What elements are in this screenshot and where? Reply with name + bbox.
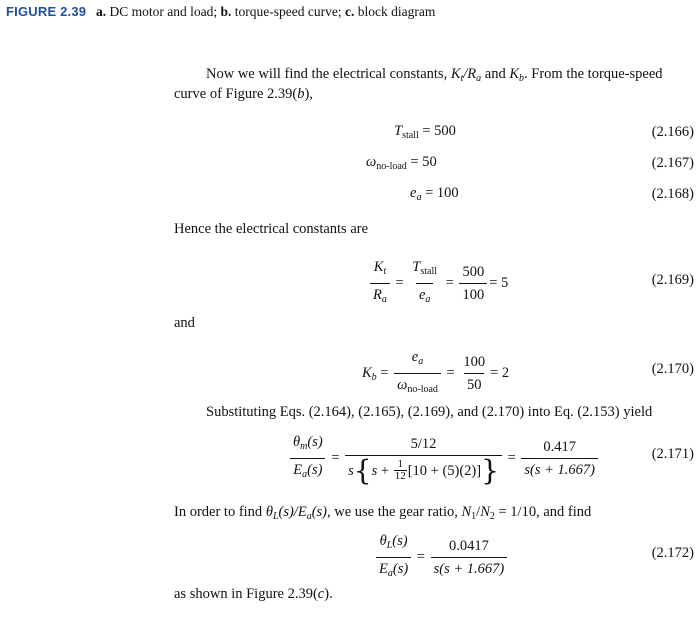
figure-label: FIGURE 2.39 — [6, 4, 87, 19]
equation-2-167: $\omega_{no-load} = 50$ — [366, 154, 437, 172]
equation-number: (2.168) — [651, 186, 694, 202]
equation-number: (2.166) — [651, 124, 694, 140]
equation-number: (2.167) — [651, 155, 694, 171]
paragraph-line: curve of Figure 2.39(b), — [174, 86, 313, 102]
equation-number: (2.170) — [651, 361, 694, 377]
paragraph-line: Hence the electrical constants are — [174, 221, 369, 237]
equation-2-171: $\frac{\theta_m(s)}{E_a(s)}$ = 5/12 s { s + $\frac{1}{12}$ [10 + (5)(2)] } = $\frac{0.417}{s(s + 1.667)}$ — [288, 433, 600, 484]
equation-2-168: $e_a = 100$ — [410, 185, 459, 203]
equation-2-169: $\frac{K_t}{R_a}$ = $\frac{T_{stall}}{e_a}$ = $\frac{500}{100}$ = 5 — [368, 258, 508, 309]
figure-caption: a. DC motor and load; b. torque-speed curve; c. block diagram — [96, 4, 436, 19]
paragraph-line: Now we will find the electrical constants, $K_t/R_a$ and $K_b$. From the torque-speed — [206, 66, 663, 84]
paragraph-line: as shown in Figure 2.39(c). — [174, 586, 333, 602]
equation-2-172: $\frac{\theta_L(s)}{E_a(s)}$ = $\frac{0.0417}{s(s + 1.667)}$ — [374, 532, 509, 583]
equation-2-166: $T_{stall} = 500$ — [394, 123, 456, 141]
equation-number: (2.171) — [651, 446, 694, 462]
paragraph-line: Substituting Eqs. (2.164), (2.165), (2.169), and (2.170) into Eq. (2.153) yield — [206, 404, 653, 420]
paragraph-line: and — [174, 315, 195, 331]
equation-2-170: $K_b$ = $\frac{e_a}{\omega_{no-load}}$ = $\frac{100}{50}$ = 2 — [362, 348, 509, 399]
equation-number: (2.172) — [651, 545, 694, 561]
equation-number: (2.169) — [651, 272, 694, 288]
paragraph-line: In order to find $\theta_L(s)/E_a(s)$, we use the gear ratio, $N_1/N_2 = 1/10$, and find — [174, 504, 592, 522]
